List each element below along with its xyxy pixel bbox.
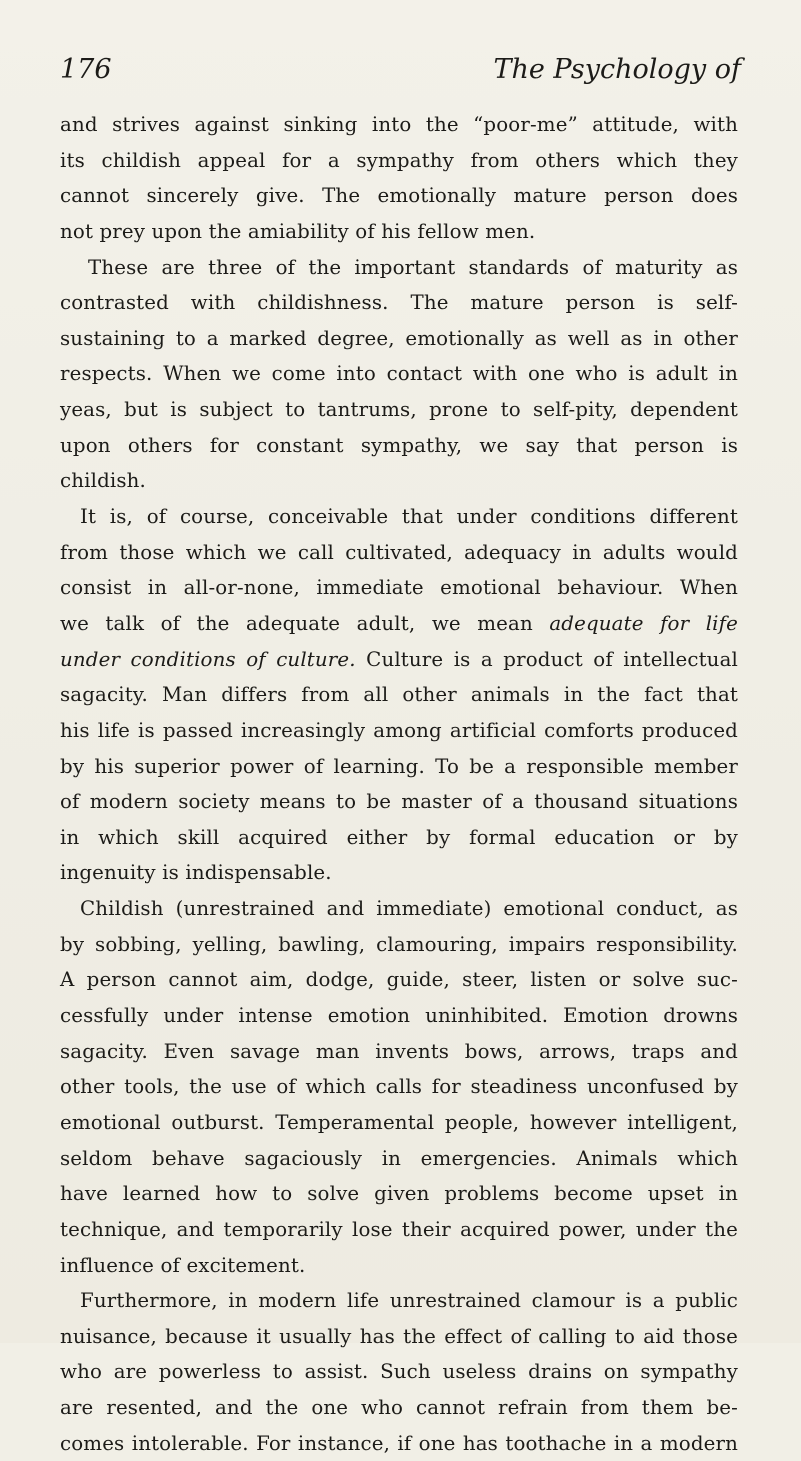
body-text (60, 107, 738, 1461)
text-line: of modern society means to be master of a thousand situations (60, 790, 738, 814)
text-line: from those which we call cultivated, adequacy in adults would (60, 540, 738, 564)
italic-segment: adequate for life (549, 611, 738, 635)
text-line: Furthermore, in modern life unrestrained clamour is a public (80, 1289, 738, 1313)
text-line: its childish appeal for a sympathy from others which they (60, 148, 738, 172)
page-number: 176 (60, 54, 112, 85)
page-header (60, 50, 741, 90)
text-line: cessfully under intense emotion uninhibited. Emotion drowns (60, 1004, 738, 1028)
text-segment: we talk of the adequate adult, we mean (60, 611, 533, 635)
text-line: technique, and temporarily lose their acquired power, under the (60, 1217, 738, 1241)
text-line: by his superior power of learning. To be a responsible member (60, 754, 738, 778)
text-line: comes intolerable. For instance, if one has toothache in a modern (60, 1431, 738, 1455)
text-line-mixed (60, 606, 738, 642)
text-line: are resented, and the one who cannot refrain from them be- (60, 1396, 738, 1420)
running-head: The Psychology of (493, 54, 741, 85)
text-segment: Culture is a product of intellectual (366, 647, 738, 671)
italic-segment: under conditions of culture. (60, 647, 356, 671)
text-line: have learned how to solve given problems become upset in (60, 1182, 738, 1206)
text-line: and strives against sinking into the “poor-me” attitude, with (60, 113, 738, 136)
text-line: sustaining to a marked degree, emotionally as well as in other (60, 326, 738, 350)
text-line: yeas, but is subject to tantrums, prone to self-pity, dependent (60, 398, 738, 422)
text-line: sagacity. Even savage man invents bows, arrows, traps and (60, 1039, 738, 1063)
text-line: emotional outburst. Temperamental people, however intelligent, (60, 1110, 738, 1134)
text-line: ingenuity is indispensable. (60, 861, 332, 885)
text-line: by sobbing, yelling, bawling, clamouring, impairs responsibility. (60, 932, 738, 956)
text-line: contrasted with childishness. The mature person is self- (60, 291, 738, 315)
text-line: These are three of the important standards of maturity as (88, 255, 738, 279)
text-line: respects. When we come into contact with one who is adult in (60, 362, 738, 386)
text-line: in which skill acquired either by formal education or by (60, 825, 738, 849)
text-line: seldom behave sagaciously in emergencies. Animals which (60, 1146, 738, 1170)
text-line: nuisance, because it usually has the effect of calling to aid those (60, 1324, 738, 1348)
text-line-mixed (60, 642, 738, 678)
text-line: who are powerless to assist. Such useless drains on sympathy (60, 1360, 738, 1384)
text-line: Childish (unrestrained and immediate) emotional conduct, as (80, 897, 738, 921)
text-line: not prey upon the amiability of his fellow men. (60, 219, 536, 243)
text-line: upon others for constant sympathy, we say that person is (60, 433, 738, 457)
text-line: It is, of course, conceivable that under conditions different (80, 505, 738, 529)
text-line: influence of excitement. (60, 1253, 306, 1277)
text-line: consist in all-or-none, immediate emotional behaviour. When (60, 576, 738, 600)
text-line: other tools, the use of which calls for steadiness unconfused by (60, 1075, 738, 1099)
text-line: childish. (60, 469, 146, 493)
text-line: cannot sincerely give. The emotionally mature person does (60, 184, 738, 208)
text-line: A person cannot aim, dodge, guide, steer, listen or solve suc- (60, 968, 738, 992)
text-line: sagacity. Man differs from all other animals in the fact that (60, 683, 738, 707)
text-line: his life is passed increasingly among artificial comforts produced (60, 718, 738, 742)
